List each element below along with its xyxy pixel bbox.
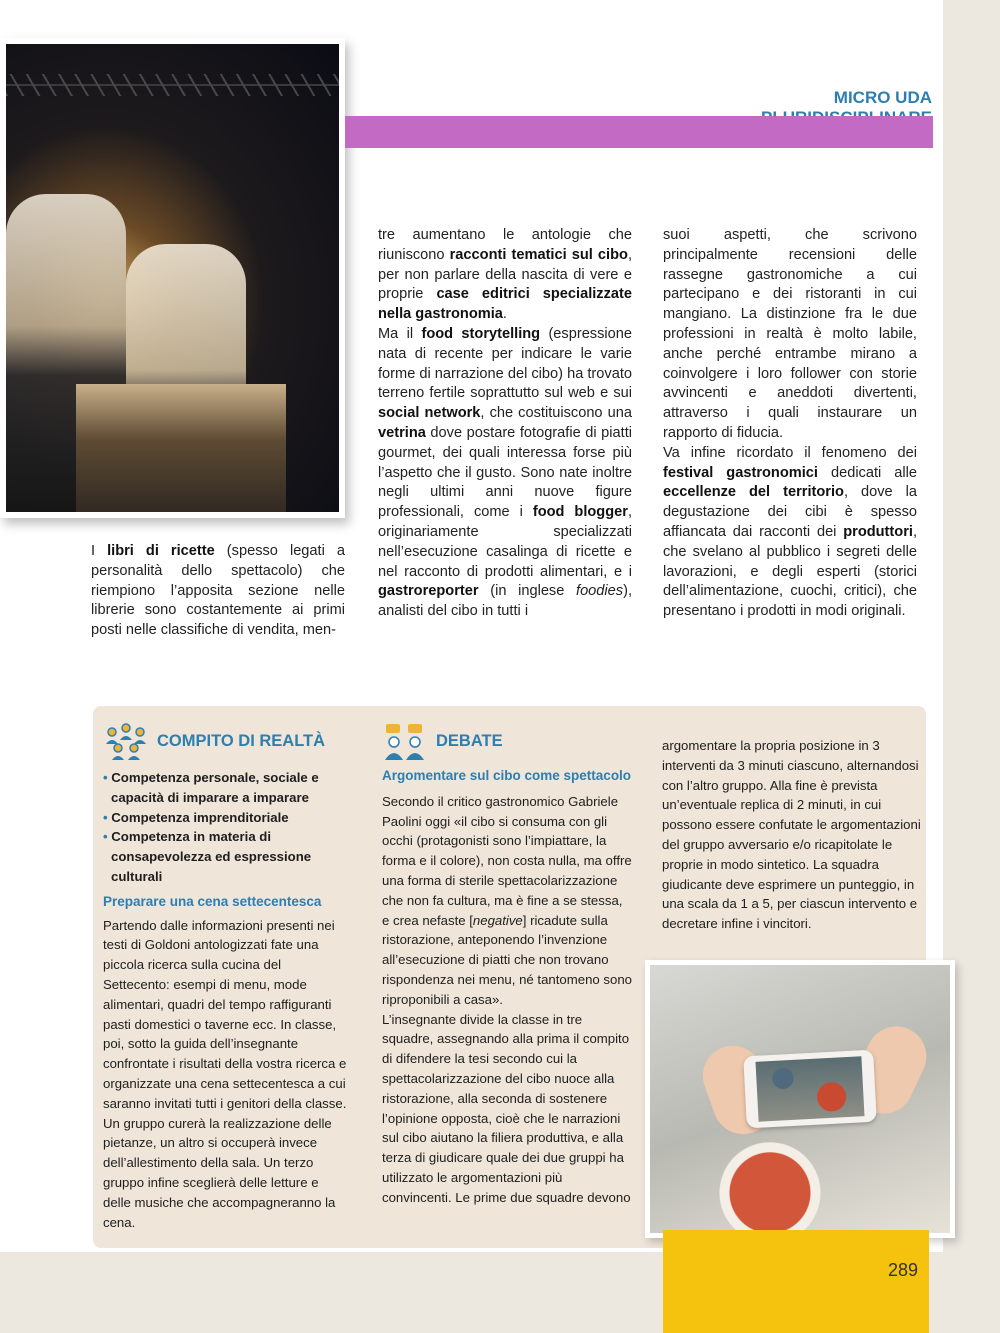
kitchen-counter (76, 384, 286, 518)
page-number: 289 (887, 1260, 918, 1280)
compito-title: COMPITO DI REALTÀ (157, 732, 326, 751)
debate-instructions: L’insegnante divide la classe in tre squadre, assegnando alla prima il compito di difendere la tesi secondo cui la spettacolarizzazione del cibo nuoce alla ristorazione, alla seconda di sostenere l’opinione opposta, cioè che le narrazioni sul cibo aiutano la filiera produttiva, e alla terza di giudicare quale dei due gruppi ha utilizzato le argomentazioni più convincenti. Le prime due squadre devono (382, 1011, 631, 1205)
stage-truss (6, 74, 339, 96)
section-label: MICRO UDA (833, 88, 932, 107)
list-item: • Competenza personale, sociale e capacità di imparare a imparare (103, 770, 319, 805)
phone-screen (756, 1056, 865, 1121)
compito-header (103, 720, 348, 764)
article-column-2 (378, 226, 632, 622)
list-item: • Competenza imprenditoriale (103, 809, 289, 825)
smartphone (743, 1050, 877, 1129)
article-paragraph: tre aumentano le antologie che riuniscono racconti tematici sul cibo, per non parlare della nascita di vere e proprie case editrici specializzate nella gastronomia. Ma il food storytelling (espressione nata di recente per indicare le varie forme di narrazione del cibo) ha trovato terreno fertile soprattutto sul web e sui social network, che costituiscono una vetrina dove postare fotografie di piatti gourmet, dei quali interessa forse più l’aspetto che il gusto. Sono nate inoltre negli ultimi anni nuove figure professionali, come i food blogger, originariamente specializzati nell’esecuzione casalinga di ricette e nel racconto di prodotti alimentari, e i gastroreporter (in inglese foodies), analisti del cibo in tutti i (378, 227, 632, 620)
debate-instructions-continued: argomentare la propria posizione in 3 interventi da 3 minuti ciascuno, alternandosi con l’altro gruppo. Alla fine è prevista un’eventuale replica di 2 minuti, in cui possono essere confutate le argomentazioni del gruppo avversario e/o ricapitolate le proprie in modo sintetico. La squadra giudicante deve esprimere un punteggio, in una scala da 1 a 5, per ciascun intervento e decretare infine i vincitori. (662, 738, 921, 932)
competence-list (103, 768, 348, 887)
header-color-bar (345, 116, 933, 148)
article-paragraph: suoi aspetti, che scrivono principalmente recensioni delle rassegne gastronomiche a cui partecipano e dei ristoranti in cui mangiano. La distinzione fra le due professioni in realtà è molto labile, anche perché entrambe mirano a coinvolgere i loro follower con storie avvincenti e aneddoti divertenti, attraverso i quali instaurare un rapporto di fiducia. Va infine ricordato il fenomeno dei festival gastronomici dedicati alle eccellenze del territorio, dove la degustazione dei cibi è spesso affiancata dai racconti dei produttori, che svelano al pubblico i segreti delle lavorazioni, e degli esperti (storici dell’alimentazione, cuochi, critici), che presentano i prodotti in modi originali. (663, 227, 918, 620)
debate-title: DEBATE (436, 732, 503, 751)
kitchen-chefs-photo (0, 38, 345, 518)
debate-column (382, 720, 632, 1208)
debate-header (382, 720, 632, 764)
article-column-3 (663, 226, 917, 622)
compito-column (103, 720, 348, 1232)
compito-subtitle: Preparare una cena settecentesca (103, 893, 322, 909)
article-column-1 (91, 542, 345, 641)
debate-subtitle: Argomentare sul cibo come spettacolo (382, 768, 632, 783)
food-smartphone-photo (645, 960, 955, 1238)
debate-speech-bubbles-icon (382, 722, 428, 762)
debate-column-continued (662, 736, 922, 934)
list-item: • Competenza in materia di consapevolezza ed espressione culturali (103, 829, 312, 884)
debate-body: Secondo il critico gastronomico Gabriele Paolini oggi «il cibo si consuma con gli occhi (protagonisti sono l’impiattare, la forma e il colore), non costa nulla, ma offre una forma di sterile spettacolarizzazione che non fa cultura, ma è fine a se stessa, e crea nefaste [negative] ricadute sulla ristorazione, anteponendo l’invenzione all’esecuzione di piatti che non trovano rispondenza nei menu, né tantomeno sono riproponibili a casa». (382, 793, 633, 1007)
compito-body: Partendo dalle informazioni presenti nei testi di Goldoni antologizzati fate una piccola ricerca sulla cucina del Settecento: esempi di menu, mode alimentari, quadri del tempo raffiguranti pasti domestici o taverne ecc. In classe, poi, sotto la guida dell’insegnante confrontate i risultati della vostra ricerca e organizzate una cena settecentesca a cui saranno invitati tutti i genitori della classe. Un gruppo curerà la realizzazione delle pietanze, un altro si occuperà invece dell’allestimento della sala. Un terzo gruppo infine sceglierà delle letture e delle musiche che accompagneranno la cena. (103, 917, 347, 1230)
article-paragraph: I libri di ricette (spesso legati a personalità dello spettacolo) che riempiono l’apposita sezione nelle librerie sono costantemente ai primi posti nelle classifiche di vendita, men- (91, 543, 346, 639)
page-number-tab (663, 1230, 929, 1333)
group-people-icon (103, 722, 149, 762)
